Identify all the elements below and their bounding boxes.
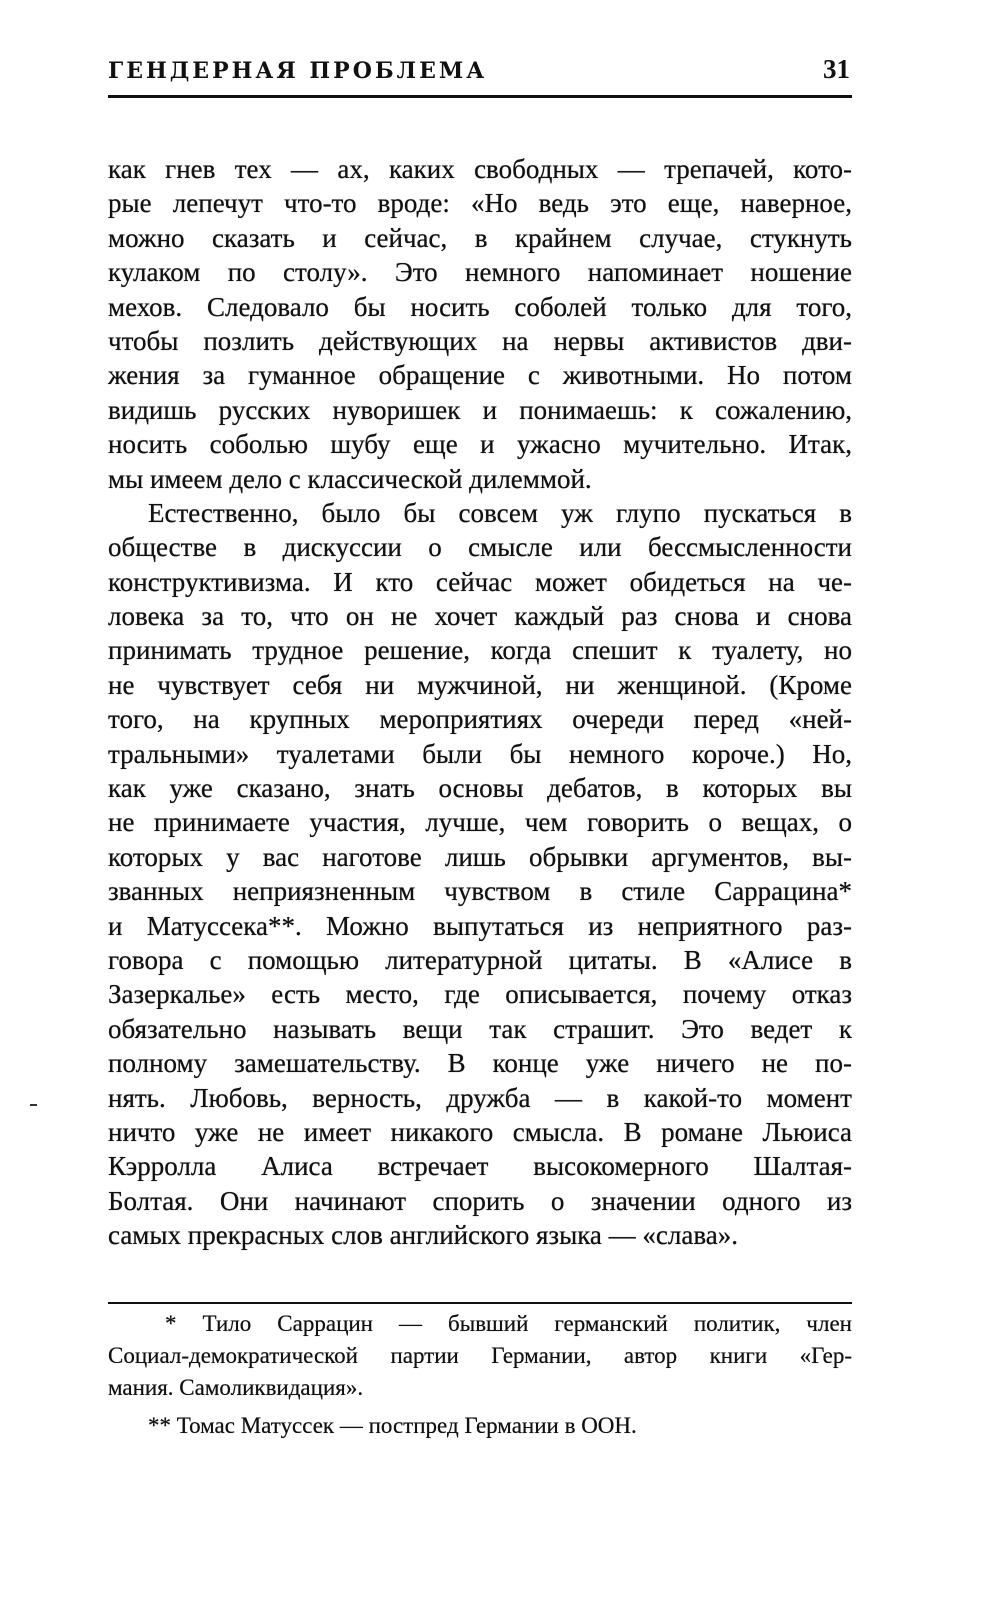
text-line: и Матуссека**. Можно выпутаться из неприятного раз- — [108, 910, 852, 941]
text-line: кулаком по столу». Это немного напоминает ношение — [108, 257, 852, 288]
text-line: того, на крупных мероприятиях очереди перед «ней- — [108, 704, 852, 735]
text-line: мехов. Следовало бы носить соболей только для того, — [108, 291, 852, 322]
text-line: мы имеем дело с классической дилеммой. — [108, 463, 592, 494]
text-line: видишь русских нуворишек и понимаешь: к сожалению, — [108, 394, 852, 425]
body-text — [108, 152, 852, 1253]
footnote-sarrazin — [108, 1308, 852, 1404]
text-line: как гнев тех — ах, каких свободных — трепачей, кото- — [108, 154, 852, 184]
text-line: принимать трудное решение, когда спешит к туалету, но — [108, 635, 852, 666]
text-line: рые лепечут что-то вроде: «Но ведь это еще, наверное, — [108, 188, 852, 219]
text-line: говора с помощью литературной цитаты. В «Алисе в — [108, 944, 852, 975]
text-line: обществе в дискуссии о смысле или бессмысленности — [108, 532, 852, 563]
text-line: самых прекрасных слов английского языка — «слава». — [108, 1220, 738, 1251]
scan-artifact-mark — [30, 1104, 37, 1106]
text-line: Кэрролла Алиса встречает высокомерного Шалтая- — [108, 1151, 852, 1182]
text-line: конструктивизма. И кто сейчас может обидеться на че- — [108, 566, 852, 597]
text-line: обязательно называть вещи так страшит. Это ведет к — [108, 1013, 852, 1044]
footnote-matussek — [108, 1410, 852, 1442]
text-line: чтобы позлить действующих на нервы активистов дви- — [108, 325, 852, 356]
text-line: Зазеркалье» есть место, где описывается, почему отказ — [108, 979, 852, 1010]
text-line: жения за гуманное обращение с животными. Но потом — [108, 360, 852, 391]
text-line: ничто уже не имеет никакого смысла. В романе Льюиса — [108, 1116, 852, 1147]
text-line: носить соболью шубу еще и ужасно мучительно. Итак, — [108, 429, 852, 460]
footnotes — [108, 1308, 852, 1442]
text-line: званных неприязненным чувством в стиле Саррацина* — [108, 876, 852, 907]
text-line: полному замешательству. В конце уже ничего не по- — [108, 1048, 852, 1079]
text-line: тральными» туалетами были бы немного короче.) Но, — [108, 738, 852, 769]
text-line: как уже сказано, знать основы дебатов, в которых вы — [108, 773, 852, 804]
running-title: ГЕНДЕРНАЯ ПРОБЛЕМА — [108, 58, 488, 84]
footnote-line: ** Томас Матуссек — постпред Германии в ООН. — [148, 1413, 637, 1438]
footnote-line: * Тило Саррацин — бывший германский политик, член — [165, 1311, 852, 1336]
text-line: не принимаете участия, лучше, чем говорить о вещах, о — [108, 807, 852, 838]
text-line: которых у вас наготове лишь обрывки аргументов, вы- — [108, 841, 852, 872]
text-line: Естественно, было бы совсем уж глупо пускаться в — [148, 497, 852, 528]
text-line: не чувствует себя ни мужчиной, ни женщиной. (Кроме — [108, 669, 852, 700]
text-line: можно сказать и сейчас, в крайнем случае, стукнуть — [108, 222, 852, 253]
footnote-line: мания. Самоликвидация». — [108, 1375, 364, 1400]
text-line: Болтая. Они начинают спорить о значении одного из — [108, 1185, 852, 1216]
text-line: ловека за то, что он не хочет каждый раз снова и снова — [108, 601, 852, 632]
running-header — [108, 52, 852, 92]
header-rule — [108, 95, 852, 98]
page-number: 31 — [823, 54, 850, 84]
footnote-rule — [108, 1302, 852, 1304]
footnote-line: Социал-демократической партии Германии, автор книги «Гер- — [108, 1343, 852, 1368]
text-line: нять. Любовь, верность, дружба — в какой-то момент — [108, 1082, 852, 1113]
